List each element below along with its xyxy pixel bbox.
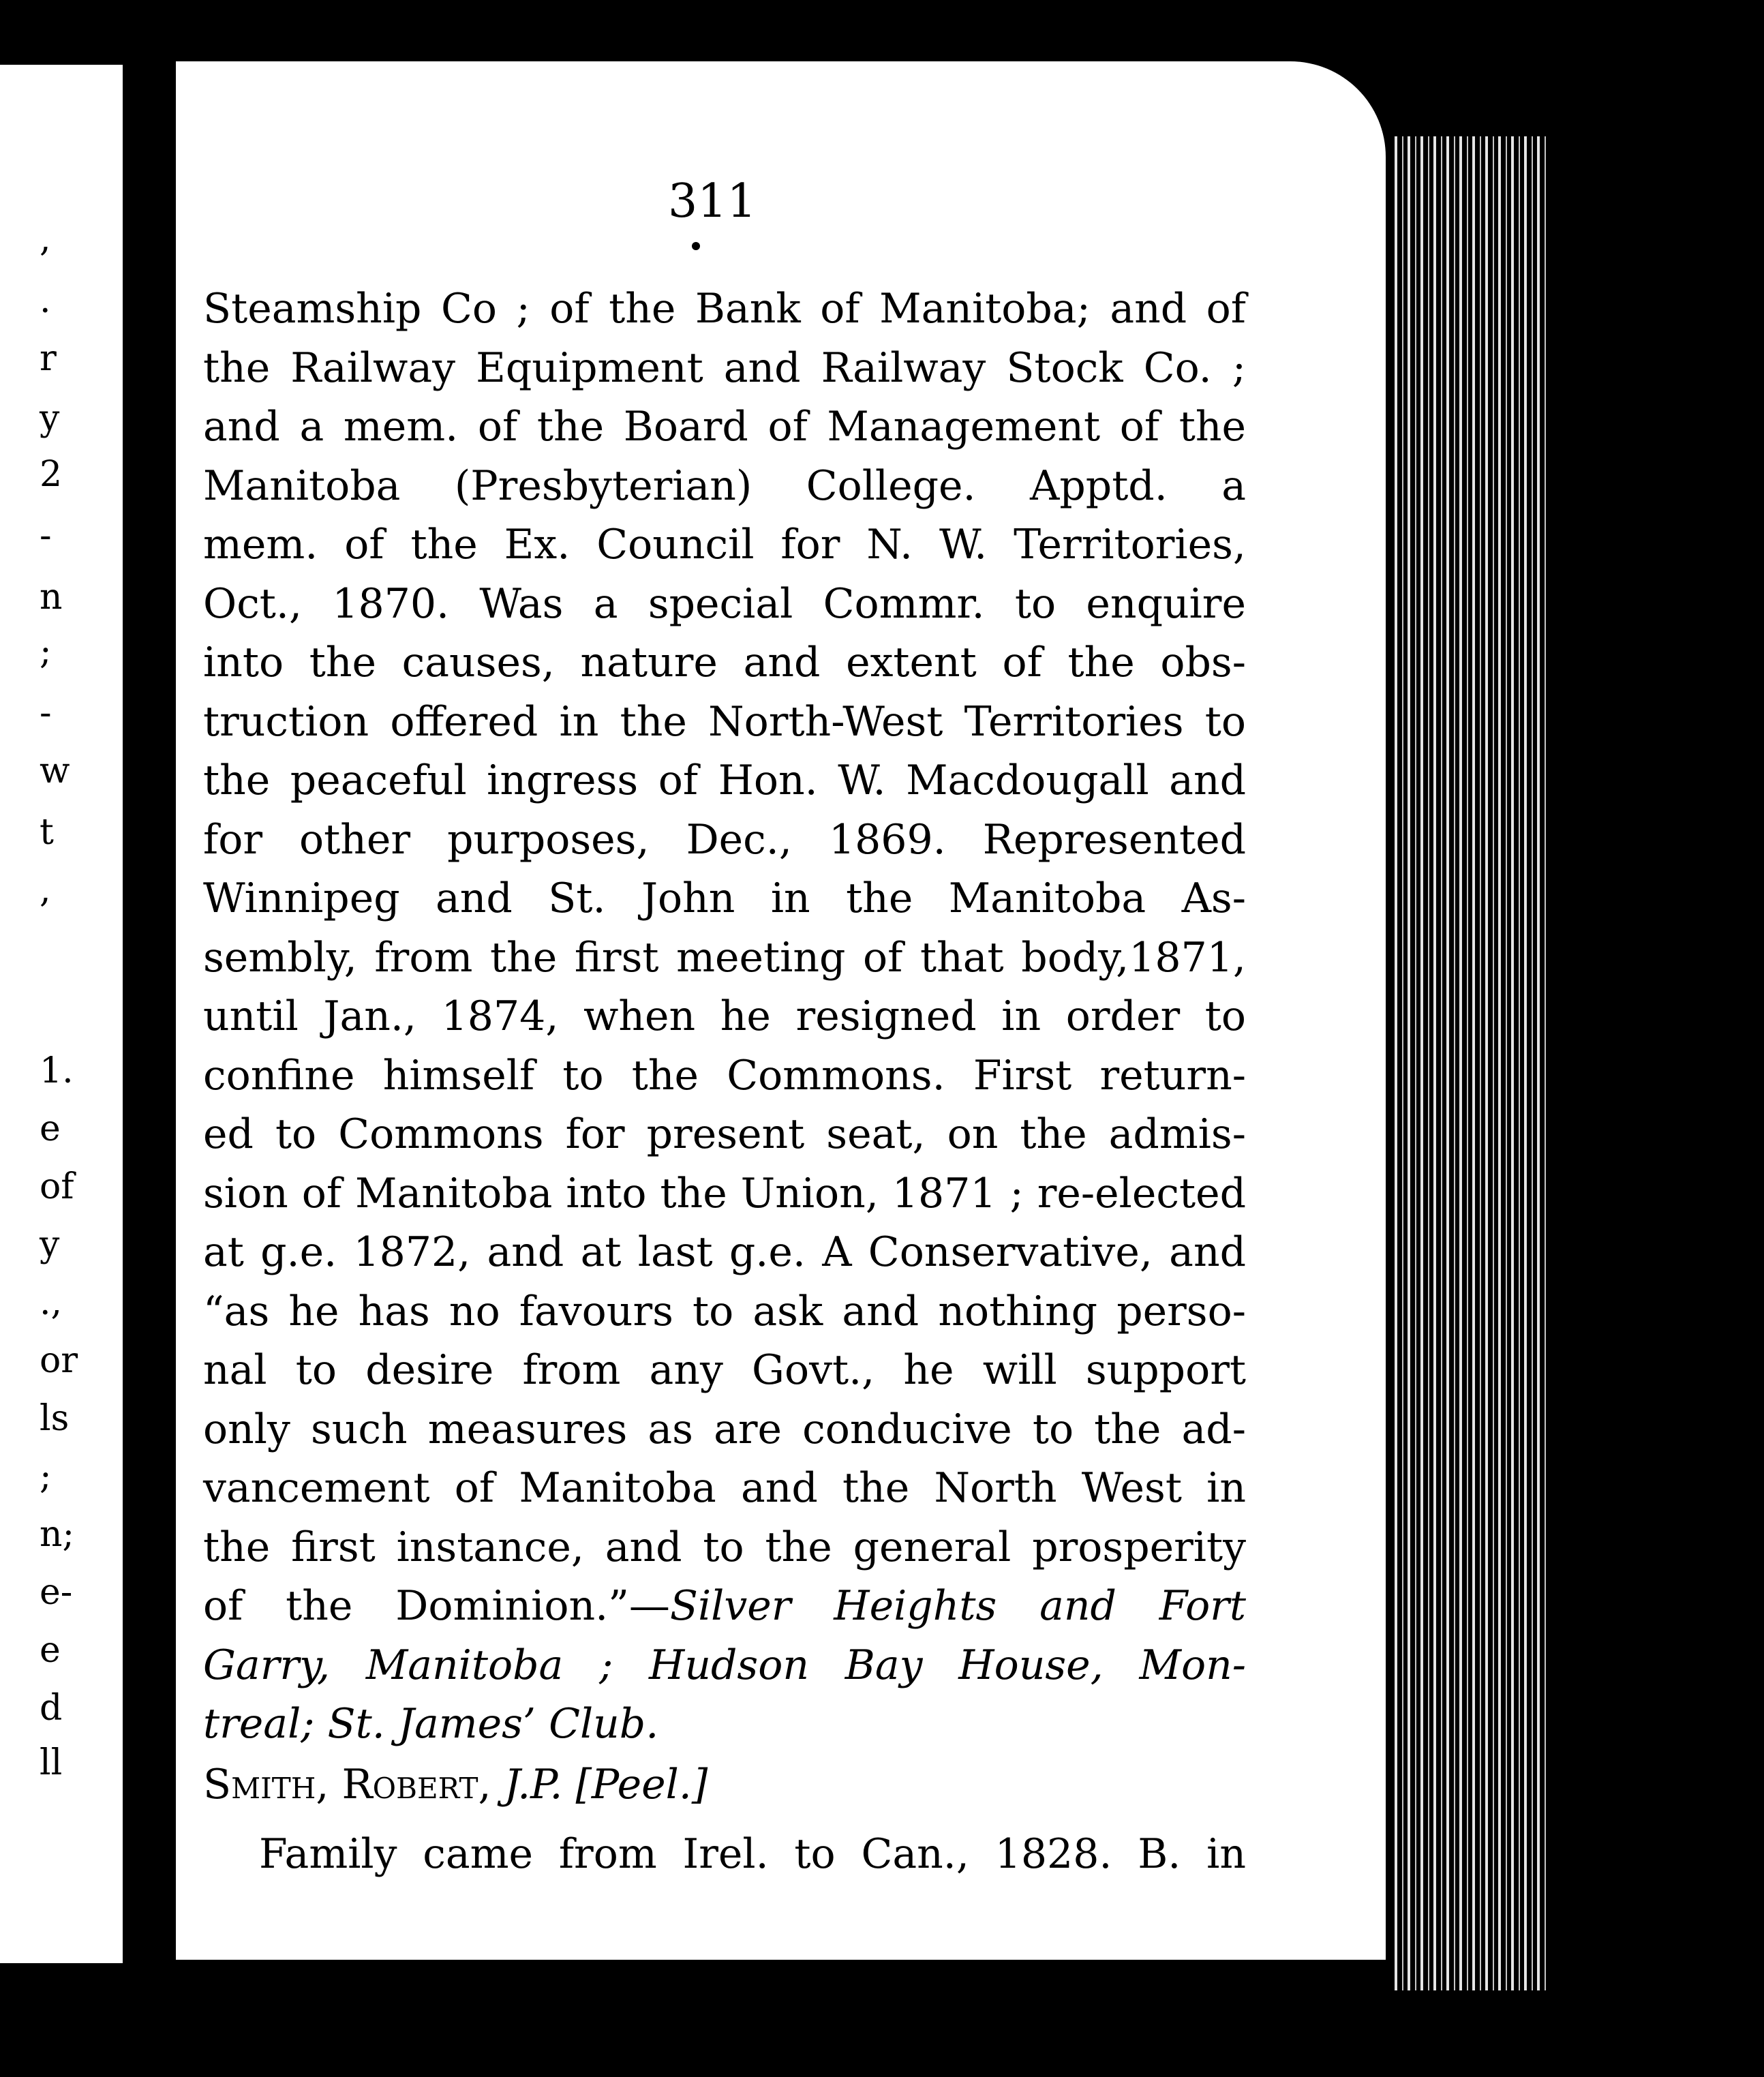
text-line: Oct., 1870. Was a special Commr. to enquire [203, 579, 1246, 628]
text-line: “as he has no favours to ask and nothing perso- [203, 1287, 1246, 1335]
left-page-text-fragment: of [40, 1166, 74, 1207]
text-line: vancement of Manitoba and the North West in [203, 1464, 1246, 1512]
text-line: into the causes, nature and extent of the obs- [203, 639, 1246, 686]
left-page-text-fragment: - [40, 515, 52, 556]
left-page-text-fragment: d [40, 1688, 63, 1729]
text-line: Steamship Co ; of the Bank of Manitoba; and of [203, 285, 1246, 333]
text-line: nal to desire from any Govt., he will support [203, 1346, 1246, 1394]
text-line: and a mem. of the Board of Management of the [203, 403, 1246, 451]
entry-constituency: [Peel.] [575, 1761, 708, 1808]
text-line: the first instance, and to the general prosperity [203, 1523, 1246, 1571]
text-line: confine himself to the Commons. First return- [203, 1051, 1246, 1100]
left-page-text-fragment: ; [40, 1456, 52, 1497]
left-page-text-fragment: 2 [40, 454, 63, 495]
text-line-italic: Garry, Manitoba ; Hudson Bay House, Mon- [203, 1641, 1246, 1689]
left-page-text-fragment: n; [40, 1514, 75, 1555]
left-page-text-fragment: , [40, 219, 51, 260]
left-page-text-fragment: ; [40, 631, 52, 672]
book-edge [1390, 136, 1547, 1990]
left-page-fragment [0, 65, 143, 1963]
left-page-text-fragment: y [40, 398, 60, 439]
text-line: ed to Commons for present seat, on the admis- [203, 1110, 1246, 1158]
left-page-text-fragment: 1. [40, 1050, 74, 1091]
text-line: sembly, from the first meeting of that body,1871, [203, 933, 1246, 982]
text-line: the Railway Equipment and Railway Stock Co. ; [203, 344, 1246, 392]
text-line: at g.e. 1872, and at last g.e. A Conservative, and [203, 1228, 1246, 1276]
entry-first-line: Family came from Irel. to Can., 1828. B. in [259, 1830, 1246, 1878]
text-line: Manitoba (Presbyterian) College. Apptd. a [203, 461, 1246, 510]
left-page-text-fragment: e- [40, 1572, 73, 1613]
text-line-mixed [203, 1577, 1246, 1636]
text-line: the peaceful ingress of Hon. W. Macdougall and [203, 757, 1246, 804]
text-line: mem. of the Ex. Council for N. W. Territories, [203, 521, 1246, 568]
text-line: sion of Manitoba into the Union, 1871 ; re-elected [203, 1169, 1246, 1217]
text-line: until Jan., 1874, when he resigned in order to [203, 992, 1246, 1040]
text-line: Winnipeg and St. John in the Manitoba As- [203, 875, 1246, 922]
entry-heading [203, 1761, 708, 1808]
page-number: 311 [668, 175, 757, 228]
left-page-text-fragment: or [40, 1340, 78, 1381]
entry-name: Smith, Robert, [203, 1761, 491, 1808]
left-page-text-fragment: w [40, 751, 70, 791]
left-page-text-fragment: n [40, 577, 63, 618]
left-page-text-fragment: ., [40, 1282, 63, 1323]
text-line: only such measures as are conducive to the ad- [203, 1405, 1246, 1453]
text-line: for other purposes, Dec., 1869. Represented [203, 815, 1246, 864]
left-page-text-fragment: r [40, 338, 57, 379]
left-page-text-fragment: - [40, 693, 52, 733]
page-mark [692, 242, 700, 250]
left-page-text-fragment: . [40, 280, 51, 321]
text-italic-address: Silver Heights and Fort [669, 1582, 1246, 1630]
left-page-text-fragment: ls [40, 1398, 70, 1439]
left-page-text-fragment: , [40, 870, 51, 911]
text-line-italic: treal; St. James’ Club. [203, 1700, 659, 1748]
left-page-text-fragment: ll [40, 1742, 63, 1783]
left-page-text-fragment: y [40, 1224, 60, 1265]
entry-title: J.P. [504, 1761, 563, 1808]
body-text [203, 279, 1246, 1754]
text-plain: of the Dominion.”— [203, 1582, 670, 1630]
left-page-text-fragment: e [40, 1108, 61, 1149]
left-page-text-fragment: e [40, 1630, 61, 1671]
text-line: truction offered in the North-West Territories to [203, 697, 1246, 746]
left-page-text-fragment: t [40, 812, 54, 853]
